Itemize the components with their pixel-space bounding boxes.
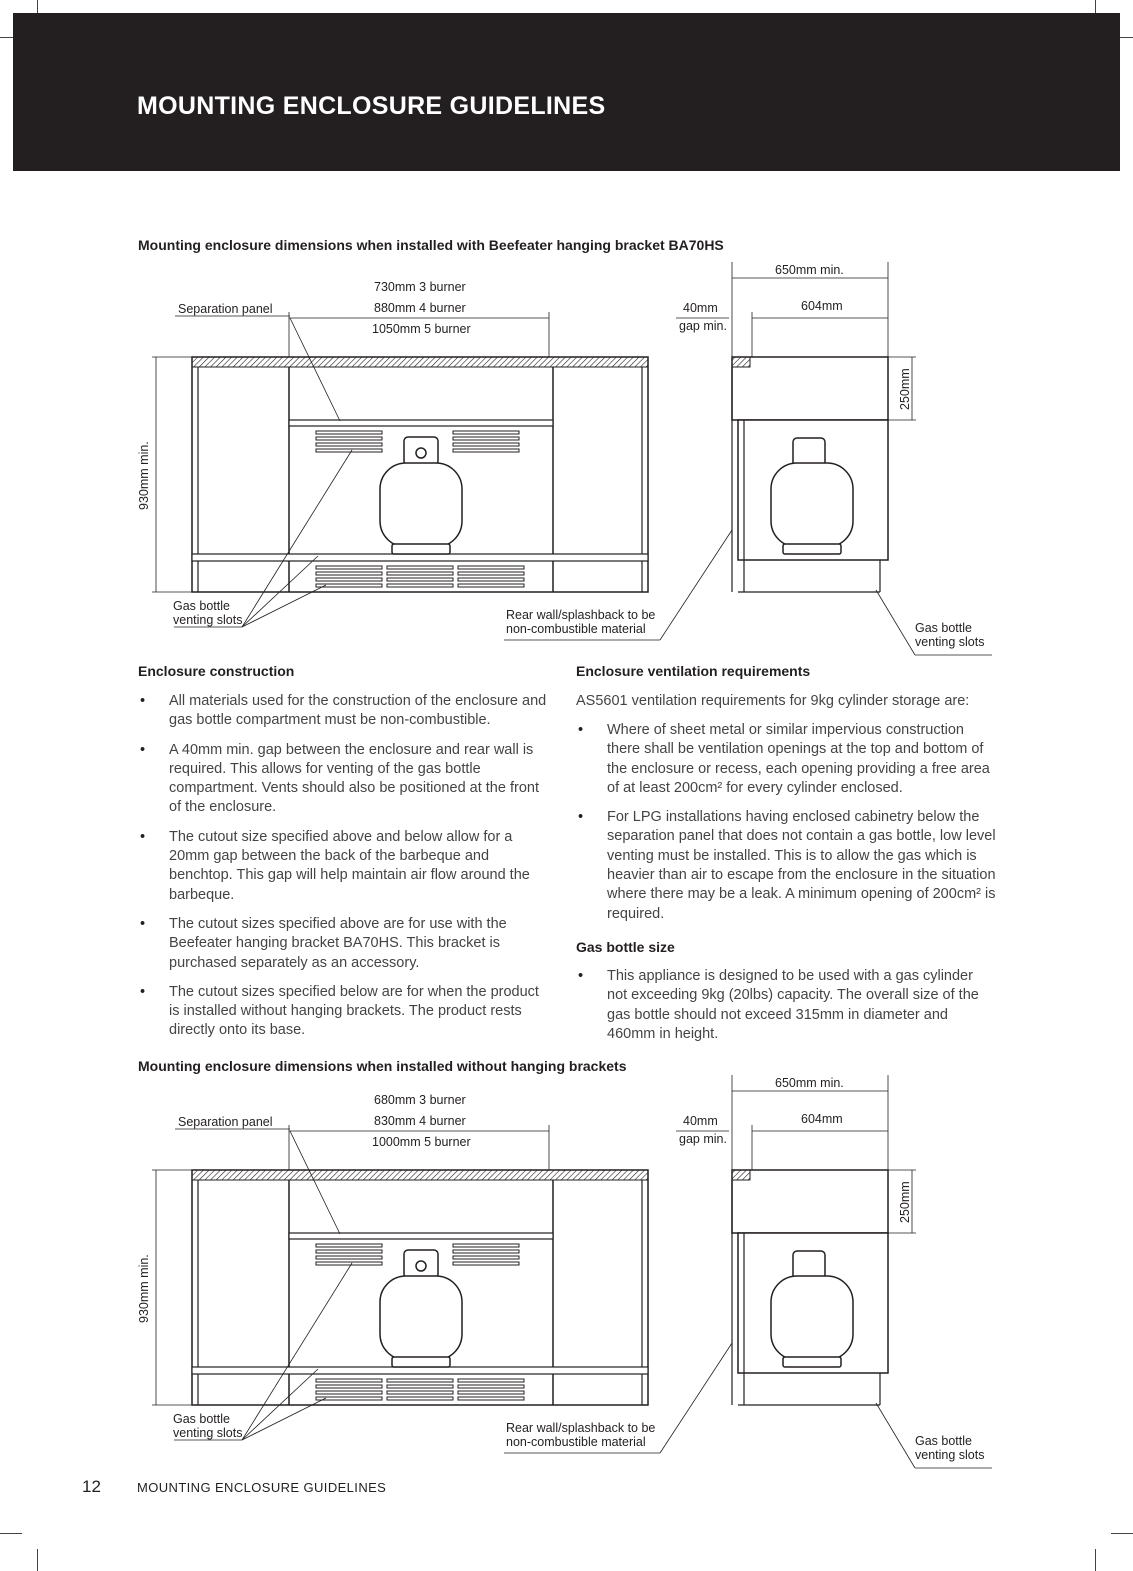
ventilation-list bbox=[576, 721, 996, 934]
crop-mark bbox=[37, 1549, 38, 1571]
enclosure-diagram-without-bracket bbox=[0, 1063, 1133, 1483]
construction-heading: Enclosure construction bbox=[138, 663, 295, 679]
footer-title: MOUNTING ENCLOSURE GUIDELINES bbox=[137, 1480, 387, 1495]
width-label-3: 730mm 3 burner bbox=[374, 280, 466, 294]
diagram-group bbox=[137, 1075, 992, 1468]
height-label: 930mm min. bbox=[137, 441, 151, 510]
venting-label-right-2: venting slots bbox=[915, 1448, 985, 1462]
crop-mark bbox=[1095, 1549, 1096, 1571]
inner-depth-label: 604mm bbox=[801, 1112, 843, 1126]
width-label-3: 680mm 3 burner bbox=[374, 1093, 466, 1107]
crop-mark bbox=[0, 1533, 22, 1534]
venting-label-left-1: Gas bottle bbox=[173, 1412, 230, 1426]
section1-heading: Mounting enclosure dimensions when installed with Beefeater hanging bracket BA70HS bbox=[138, 237, 724, 253]
venting-label-right-1: Gas bottle bbox=[915, 1434, 972, 1448]
depth-label: 650mm min. bbox=[775, 263, 844, 277]
venting-label-right-1: Gas bottle bbox=[915, 621, 972, 635]
list-item: • All materials used for the construction of the enclosure and gas bottle compartment must be non-combustible. bbox=[138, 692, 553, 731]
separation-panel-label: Separation panel bbox=[178, 302, 273, 316]
depth-height-label: 250mm bbox=[898, 368, 912, 410]
gap-label-1: 40mm bbox=[683, 1114, 718, 1128]
venting-label-right-2: venting slots bbox=[915, 635, 985, 649]
depth-label: 650mm min. bbox=[775, 1076, 844, 1090]
list-item: • This appliance is designed to be used with a gas cylinder not exceeding 9kg (20lbs) capacity. The overall size of the gas bottle should not exceed 315mm in diameter and 460mm in height. bbox=[576, 967, 996, 1044]
rear-wall-label-1: Rear wall/splashback to be bbox=[506, 608, 656, 622]
gap-label-1: 40mm bbox=[683, 301, 718, 315]
ventilation-intro: AS5601 ventilation requirements for 9kg cylinder storage are: bbox=[576, 693, 970, 709]
width-label-4: 880mm 4 burner bbox=[374, 301, 466, 315]
height-label: 930mm min. bbox=[137, 1254, 151, 1323]
separation-panel-label: Separation panel bbox=[178, 1115, 273, 1129]
list-item: • For LPG installations having enclosed cabinetry below the separation panel that does not contain a gas bottle, low level venting must be installed. This is to allow the gas which is heavier than air to escape from the enclosure in the situation where there may be a leak. A minimum opening of 200cm² is required. bbox=[576, 808, 996, 924]
rear-wall-label-2: non-combustible material bbox=[506, 622, 646, 636]
page-title: MOUNTING ENCLOSURE GUIDELINES bbox=[137, 92, 606, 120]
gap-label-2: gap min. bbox=[679, 319, 727, 333]
enclosure-diagram-with-bracket bbox=[0, 250, 1133, 670]
venting-label-left-2: venting slots bbox=[173, 1426, 243, 1440]
bottle-size-list bbox=[576, 967, 996, 1054]
bottle-size-heading: Gas bottle size bbox=[576, 939, 675, 955]
list-item: • A 40mm min. gap between the enclosure and rear wall is required. This allows for venting of the gas bottle compartment. Vents should also be positioned at the front of the enclosure. bbox=[138, 741, 553, 818]
rear-wall-label-1: Rear wall/splashback to be bbox=[506, 1421, 656, 1435]
width-label-4: 830mm 4 burner bbox=[374, 1114, 466, 1128]
list-item: • The cutout sizes specified above are for use with the Beefeater hanging bracket BA70HS. This bracket is purchased separately as an accessory. bbox=[138, 915, 553, 973]
venting-label-left-1: Gas bottle bbox=[173, 599, 230, 613]
page-number: 12 bbox=[82, 1477, 101, 1496]
width-label-5: 1000mm 5 burner bbox=[372, 1135, 471, 1149]
construction-list bbox=[138, 692, 553, 1051]
crop-mark bbox=[1111, 1533, 1133, 1534]
list-item: • The cutout sizes specified below are for when the product is installed without hanging brackets. The product rests directly onto its base. bbox=[138, 983, 553, 1041]
venting-label-left-2: venting slots bbox=[173, 613, 243, 627]
depth-height-label: 250mm bbox=[898, 1181, 912, 1223]
list-item: • The cutout size specified above and below allow for a 20mm gap between the back of the barbeque and benchtop. This gap will help maintain air flow around the barbeque. bbox=[138, 828, 553, 905]
section2-heading: Mounting enclosure dimensions when installed without hanging brackets bbox=[138, 1058, 627, 1074]
diagram-group bbox=[137, 262, 992, 655]
list-item: • Where of sheet metal or similar impervious construction there shall be ventilation openings at the top and bottom of the enclosure or recess, each opening providing a free area of at least 200cm² for every cylinder enclosed. bbox=[576, 721, 996, 798]
inner-depth-label: 604mm bbox=[801, 299, 843, 313]
gap-label-2: gap min. bbox=[679, 1132, 727, 1146]
ventilation-heading: Enclosure ventilation requirements bbox=[576, 663, 811, 679]
width-label-5: 1050mm 5 burner bbox=[372, 322, 471, 336]
rear-wall-label-2: non-combustible material bbox=[506, 1435, 646, 1449]
